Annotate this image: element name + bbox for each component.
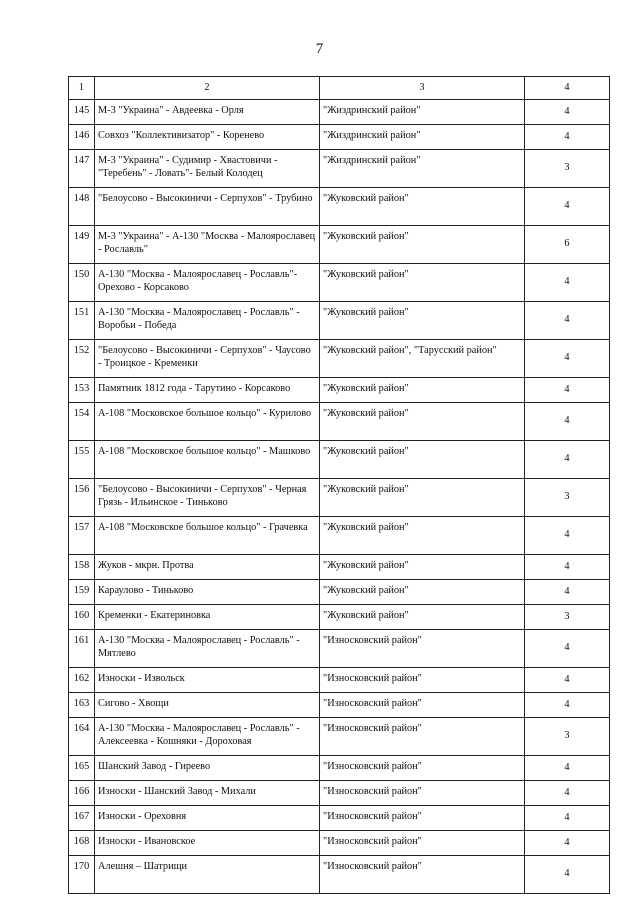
district: "Износковский район" — [320, 693, 525, 718]
road-name: М-3 "Украина" - А-130 "Москва - Малоярославец - Рославль" — [95, 226, 320, 264]
road-name: Алешня – Шатрищи — [95, 856, 320, 894]
road-category: 4 — [525, 693, 610, 718]
road-category: 4 — [525, 100, 610, 125]
road-category: 4 — [525, 668, 610, 693]
road-name: Износки - Шанский Завод - Михали — [95, 781, 320, 806]
district: "Жуковский район" — [320, 517, 525, 555]
district: "Жуковский район" — [320, 226, 525, 264]
district: "Жуковский район", "Тарусский район" — [320, 340, 525, 378]
road-name: Караулово - Тиньково — [95, 580, 320, 605]
district: "Жуковский район" — [320, 188, 525, 226]
table-header-row — [69, 77, 610, 100]
table-row — [69, 580, 610, 605]
road-name: М-3 "Украина" - Авдеевка - Орля — [95, 100, 320, 125]
table-row — [69, 302, 610, 340]
row-number: 168 — [69, 831, 95, 856]
row-number: 163 — [69, 693, 95, 718]
road-name: А-130 "Москва - Малоярославец - Рославль" - Алексеевка - Кошняки - Дороховая — [95, 718, 320, 756]
road-category: 6 — [525, 226, 610, 264]
road-category: 4 — [525, 555, 610, 580]
district: "Износковский район" — [320, 630, 525, 668]
road-category: 3 — [525, 605, 610, 630]
road-category: 4 — [525, 340, 610, 378]
row-number: 145 — [69, 100, 95, 125]
row-number: 165 — [69, 756, 95, 781]
road-name: Шанский Завод - Гиреево — [95, 756, 320, 781]
row-number: 161 — [69, 630, 95, 668]
table-row — [69, 605, 610, 630]
road-category: 4 — [525, 517, 610, 555]
district: "Жуковский район" — [320, 441, 525, 479]
road-name: Сигово - Хвощи — [95, 693, 320, 718]
table-row — [69, 693, 610, 718]
table-row — [69, 630, 610, 668]
table-row — [69, 188, 610, 226]
district: "Жиздринский район" — [320, 150, 525, 188]
row-number: 152 — [69, 340, 95, 378]
row-number: 150 — [69, 264, 95, 302]
road-name: Износки - Извольск — [95, 668, 320, 693]
road-category: 4 — [525, 188, 610, 226]
road-category: 4 — [525, 441, 610, 479]
table-row — [69, 806, 610, 831]
table-row — [69, 403, 610, 441]
district: "Износковский район" — [320, 781, 525, 806]
road-category: 4 — [525, 831, 610, 856]
road-name: А-130 "Москва - Малоярославец - Рославль" - Мятлево — [95, 630, 320, 668]
district: "Износковский район" — [320, 718, 525, 756]
header-cell-1: 1 — [69, 77, 95, 100]
table-row — [69, 264, 610, 302]
row-number: 146 — [69, 125, 95, 150]
road-name: Памятник 1812 года - Тарутино - Корсаково — [95, 378, 320, 403]
road-name: Износки - Ореховня — [95, 806, 320, 831]
road-name: Кременки - Екатериновка — [95, 605, 320, 630]
district: "Жуковский район" — [320, 378, 525, 403]
header-cell-3: 3 — [320, 77, 525, 100]
table-row — [69, 150, 610, 188]
district: "Жуковский район" — [320, 264, 525, 302]
table-row — [69, 781, 610, 806]
row-number: 148 — [69, 188, 95, 226]
header-cell-2: 2 — [95, 77, 320, 100]
road-name: А-130 "Москва - Малоярославец - Рославль"- Орехово - Корсаково — [95, 264, 320, 302]
table-row — [69, 856, 610, 894]
district: "Жуковский район" — [320, 605, 525, 630]
road-name: "Белоусово - Высокиничи - Серпухов" - Черная Грязь - Ильинское - Тиньково — [95, 479, 320, 517]
road-name: А-108 "Московское большое кольцо" - Курилово — [95, 403, 320, 441]
district: "Износковский район" — [320, 756, 525, 781]
table-row — [69, 668, 610, 693]
road-name: А-108 "Московское большое кольцо" - Машково — [95, 441, 320, 479]
road-name: "Белоусово - Высокиничи - Серпухов" - Чаусово - Троицкое - Кременки — [95, 340, 320, 378]
row-number: 155 — [69, 441, 95, 479]
road-category: 4 — [525, 580, 610, 605]
road-category: 4 — [525, 781, 610, 806]
road-category: 4 — [525, 264, 610, 302]
district: "Износковский район" — [320, 831, 525, 856]
table-row — [69, 756, 610, 781]
road-name: М-3 "Украина" - Судимир - Хвастовичи - "Теребень" - Ловать"- Белый Колодец — [95, 150, 320, 188]
road-category: 3 — [525, 718, 610, 756]
district: "Износковский район" — [320, 856, 525, 894]
district: "Жуковский район" — [320, 555, 525, 580]
road-category: 4 — [525, 806, 610, 831]
district: "Жуковский район" — [320, 479, 525, 517]
district: "Жиздринский район" — [320, 100, 525, 125]
road-name: "Белоусово - Высокиничи - Серпухов" - Трубино — [95, 188, 320, 226]
row-number: 160 — [69, 605, 95, 630]
road-category: 4 — [525, 125, 610, 150]
road-category: 4 — [525, 756, 610, 781]
table-row — [69, 831, 610, 856]
row-number: 153 — [69, 378, 95, 403]
road-name: Износки - Ивановское — [95, 831, 320, 856]
row-number: 170 — [69, 856, 95, 894]
road-category: 4 — [525, 630, 610, 668]
row-number: 151 — [69, 302, 95, 340]
row-number: 167 — [69, 806, 95, 831]
table-row — [69, 517, 610, 555]
row-number: 158 — [69, 555, 95, 580]
district: "Износковский район" — [320, 668, 525, 693]
page-number: 7 — [315, 41, 324, 57]
district: "Жиздринский район" — [320, 125, 525, 150]
table-row — [69, 555, 610, 580]
road-category: 4 — [525, 856, 610, 894]
row-number: 149 — [69, 226, 95, 264]
row-number: 164 — [69, 718, 95, 756]
roads-table — [68, 76, 610, 894]
header-cell-4: 4 — [525, 77, 610, 100]
row-number: 154 — [69, 403, 95, 441]
table-row — [69, 100, 610, 125]
district: "Износковский район" — [320, 806, 525, 831]
table-row — [69, 125, 610, 150]
road-name: А-108 "Московское большое кольцо" - Грачевка — [95, 517, 320, 555]
road-name: Совхоз "Коллективизатор" - Коренево — [95, 125, 320, 150]
district: "Жуковский район" — [320, 580, 525, 605]
table-row — [69, 441, 610, 479]
table-row — [69, 479, 610, 517]
table-row — [69, 378, 610, 403]
district: "Жуковский район" — [320, 302, 525, 340]
row-number: 159 — [69, 580, 95, 605]
road-name: Жуков - мкрн. Протва — [95, 555, 320, 580]
row-number: 166 — [69, 781, 95, 806]
table-row — [69, 718, 610, 756]
road-category: 4 — [525, 378, 610, 403]
road-category: 3 — [525, 150, 610, 188]
table-row — [69, 226, 610, 264]
row-number: 147 — [69, 150, 95, 188]
district: "Жуковский район" — [320, 403, 525, 441]
road-category: 4 — [525, 403, 610, 441]
row-number: 156 — [69, 479, 95, 517]
road-name: А-130 "Москва - Малоярославец - Рославль" - Воробьи - Победа — [95, 302, 320, 340]
table-row — [69, 340, 610, 378]
row-number: 162 — [69, 668, 95, 693]
road-category: 4 — [525, 302, 610, 340]
row-number: 157 — [69, 517, 95, 555]
road-category: 3 — [525, 479, 610, 517]
